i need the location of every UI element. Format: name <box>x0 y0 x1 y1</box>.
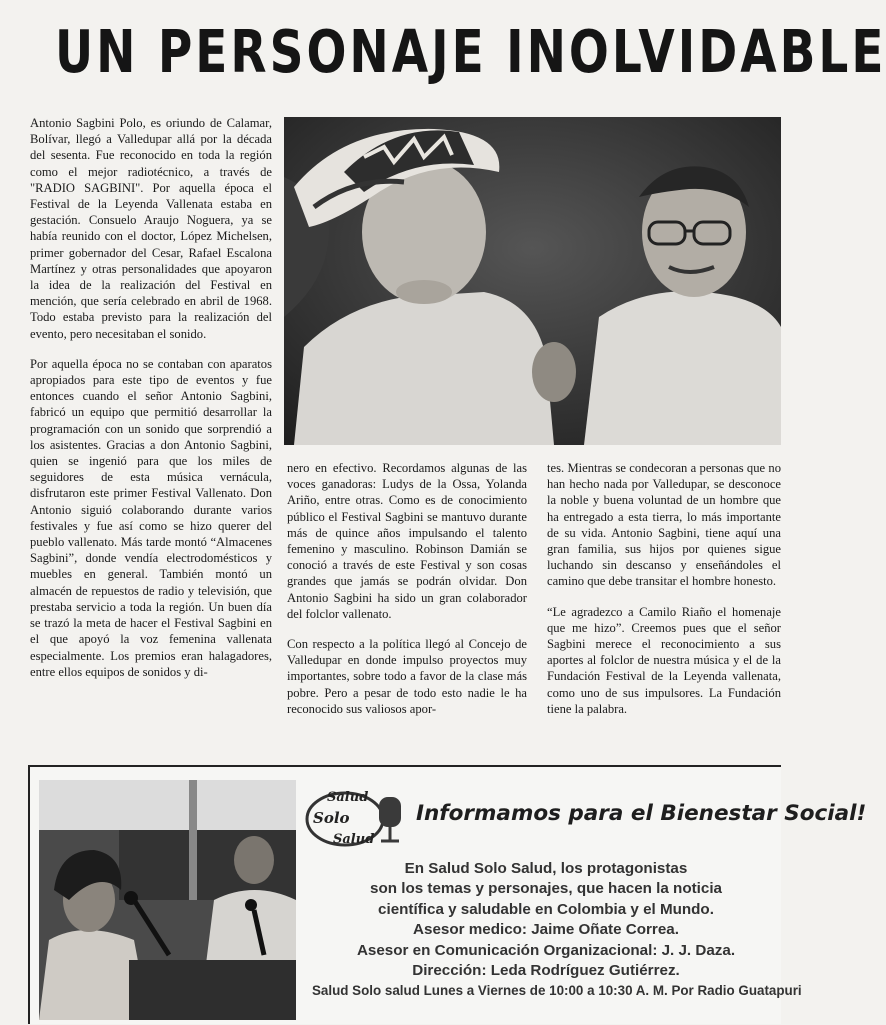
studio-illustration <box>39 780 296 1020</box>
radio-studio-photo <box>39 780 296 1020</box>
banner-line: científica y saludable en Colombia y el Mundo. <box>378 900 714 918</box>
banner-line: son los temas y personajes, que hacen la noticia <box>370 880 722 898</box>
banner-line: Salud Solo salud Lunes a Viernes de 10:00 a 10:30 A. M. Por Radio Guatapuri <box>312 983 802 999</box>
banner-line: Asesor en Comunicación Organizacional: J. J. Daza. <box>356 941 736 959</box>
article-paragraph: nero en efectivo. Recordamos algunas de las voces ganadoras: Ludys de la Ossa, Yolanda Ariño, entre otras. Como es de conocimiento público el Festival Sagbini se mantuvo durante más de quince años impulsando el talento femenino y masculino. Robinson Damián se conoció a través de este Festival y son cosas grandes que jamás se podrán olvidar. Don Antonio Sagbini ha sido un gran colaborador del folclor vallenato. <box>287 461 527 621</box>
photo-illustration <box>284 117 781 445</box>
headline: UN PERSONAJE INOLVIDABLE <box>55 18 886 87</box>
logo-word-2: Solo <box>313 809 350 827</box>
article-paragraph: Antonio Sagbini Polo, es oriundo de Calamar, Bolívar, llegó a Valledupar allá por la década del sesenta. Fue reconocido en toda la región como el mejor radiotécnico, a través de "RADIO SAGBINI". Por aquella época el Festival de la Leyenda Vallenata estaba en gestación. Consuelo Araujo Noguera, ya se había reunido con el doctor, López Michelsen, primer gobernador del Cesar, Rafael Escalona Martínez y otras personalidades que apoyaron la idea de la realización del Festival en mención, que sería celebrado en abril de 1968. Todo estaba previsto para la realización del evento, pero necesitaban el sonido. <box>30 116 272 341</box>
article-photo <box>284 117 781 445</box>
logo-word-3: Salud <box>333 832 375 847</box>
banner-line: Dirección: Leda Rodríguez Gutiérrez. <box>412 962 680 980</box>
article-paragraph: Con respecto a la política llegó al Concejo de Valledupar en donde impulso proyectos muy importantes, sobre todo a favor de la clase más pobre. Pero a pesar de todo esto nadie le ha reconocido sus valiosos apor- <box>287 637 527 716</box>
salud-solo-salud-logo <box>305 783 410 849</box>
banner-line: Asesor medico: Jaime Oñate Correa. <box>413 921 679 939</box>
article-column-1 <box>30 115 272 755</box>
article-column-3 <box>547 460 781 760</box>
article-paragraph: tes. Mientras se condecoran a personas que no han hecho nada por Valledupar, se desconoce la noble y buena voluntad de un hombre que ha entregado a esta tierra, lo más importante de su vida. Antonio Sagbini, tiene aquí una gran familia, sus hijos por quienes sigue luchando sin descanso y enseñándoles el camino que debe transitar el hombre honesto. <box>547 461 781 589</box>
logo-graphic <box>305 783 410 849</box>
article-column-2 <box>287 460 527 760</box>
salud-solo-salud-ad <box>28 765 867 1024</box>
banner-line: En Salud Solo Salud, los protagonistas <box>404 860 688 877</box>
logo-word-1: Salud <box>327 790 369 805</box>
banner-text <box>312 859 802 1002</box>
slogan: Informamos para el Bienestar Social! <box>416 801 867 826</box>
article-paragraph: Por aquella época no se contaban con aparatos apropiados para este tipo de eventos y fue entonces cuando el señor Antonio Sagbini, fabricó un equipo que permitió desarrollar la programación con un sonido que sorprendió a los asistentes. Gracias a don Antonio Sagbini, quien se ingenió para que los miles de seguidores de esta música vernácula, disfrutaron este primer Festival Vallenato. Don Antonio siguió colaborando durante varios festivales y fue así como se hizo querer del pueblo vallenato. Más tarde montó “Almacenes Sagbini”, donde vendía electrodomésticos y muebles en general. También montó un almacén de repuestos de radio y televisión, que prestaba servicio a toda la región. Un buen día se trazó la meta de hacer el Festival Sagbini en el que apoyó la voz femenina vallenata especialmente. Los premios eran halagadores, entre ellos equipos de sonidos y di- <box>30 356 272 679</box>
article-paragraph: “Le agradezco a Camilo Riaño el homenaje que me hizo”. Creemos pues que el señor Sagbini merece el reconocimiento a sus aportes al folclor de nuestra música y el de la Fundación Festival de la Leyenda vallenata, como uno de sus impulsores. La Fundación tiene la palabra. <box>547 604 781 716</box>
